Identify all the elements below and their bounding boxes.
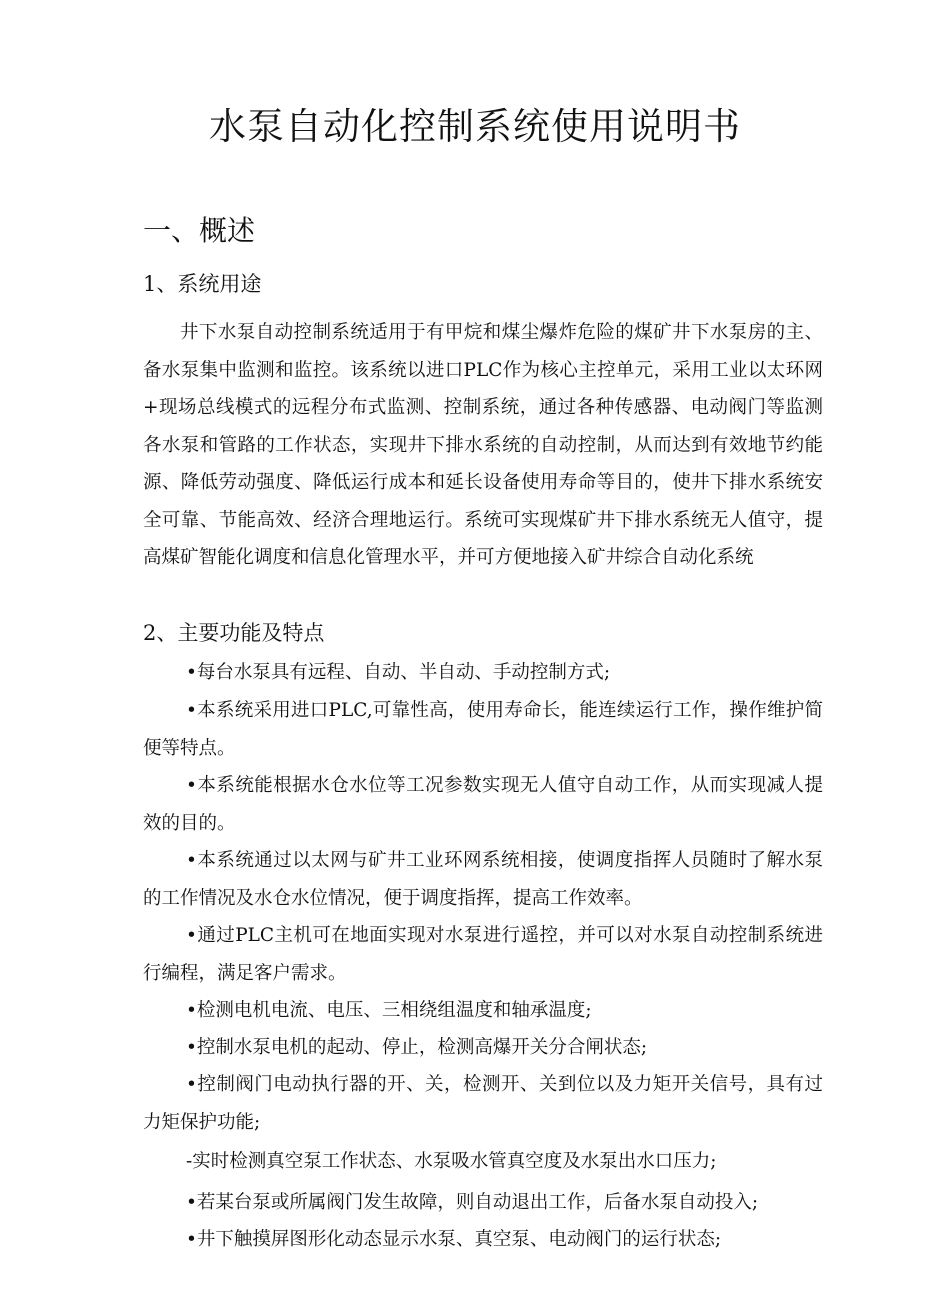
feature-item: •井下触摸屏图形化动态显示水泵、真空泵、电动阀门的运行状态; — [186, 1229, 722, 1250]
feature-item: •本系统能根据水仓水位等工况参数实现无人值守自动工作，从而实现减人提效的目的。 — [143, 775, 823, 834]
feature-item: -实时检测真空泵工作状态、水泵吸水管真空度及水泵出水口压力; — [186, 1151, 717, 1172]
document-title: 水泵自动化控制系统使用说明书 — [209, 105, 741, 148]
feature-item: •通过PLC主机可在地面实现对水泵进行遥控，并可以对水泵自动控制系统进行编程，满足客户需求。 — [143, 925, 823, 984]
feature-item: •若某台泵或所属阀门发生故障，则自动退出工作，后备水泵自动投入; — [186, 1192, 759, 1213]
feature-item: •控制阀门电动执行器的开、关，检测开、关到位以及力矩开关信号，具有过力矩保护功能; — [143, 1074, 823, 1133]
feature-item: •检测电机电流、电压、三相绕组温度和轴承温度; — [186, 1000, 592, 1021]
subsection-heading-purpose: 1、系统用途 — [143, 272, 262, 296]
purpose-paragraph: 井下水泵自动控制系统适用于有甲烷和煤尘爆炸危险的煤矿井下水泵房的主、备水泵集中监测和监控。该系统以进口PLC作为核心主控单元，采用工业以太环网+现场总线模式的远程分布式监测、控制系统，通过各种传感器、电动阀门等监测各水泵和管路的工作状态，实现井下排水系统的自动控制，从而达到有效地节约能源、降低劳动强度、降低运行成本和延长设备使用寿命等目的，使井下排水系统安全可靠、节能高效、经济合理地运行。系统可实现煤矿井下排水系统无人值守，提高煤矿智能化调度和信息化管理水平，并可方便地接入矿井综合自动化系统 — [143, 322, 823, 568]
feature-item: •本系统采用进口PLC,可靠性高，使用寿命长，能连续运行工作，操作维护简便等特点。 — [143, 700, 823, 759]
feature-item: •每台水泵具有远程、自动、半自动、手动控制方式; — [186, 662, 611, 683]
section-heading-overview: 一、概述 — [143, 214, 256, 247]
feature-item: •控制水泵电机的起动、停止，检测高爆开关分合闸状态; — [186, 1037, 648, 1058]
subsection-heading-features: 2、主要功能及特点 — [143, 621, 325, 645]
feature-item: •本系统通过以太网与矿井工业环网系统相接，使调度指挥人员随时了解水泵的工作情况及水仓水位情况，便于调度指挥，提高工作效率。 — [143, 850, 823, 909]
